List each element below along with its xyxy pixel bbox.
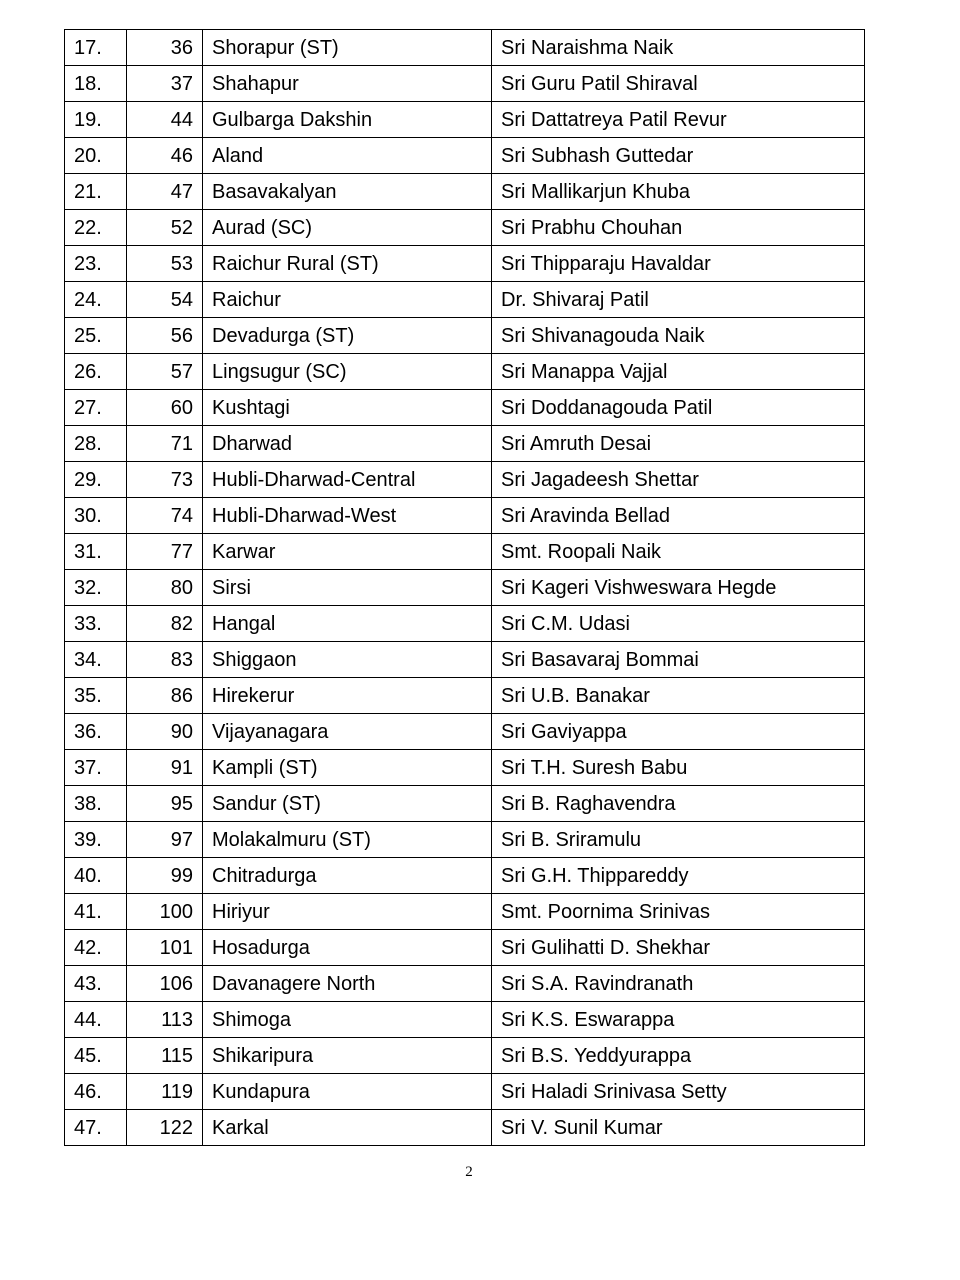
constituency-number-cell: 86: [127, 678, 203, 714]
constituency-number-cell: 82: [127, 606, 203, 642]
table-row: [65, 822, 865, 858]
serial-number-cell: 19.: [65, 102, 127, 138]
constituency-name-cell: Sandur (ST): [203, 786, 492, 822]
table-row: [65, 30, 865, 66]
table-row: [65, 426, 865, 462]
table-row: [65, 966, 865, 1002]
candidate-name-cell: Sri Gaviyappa: [492, 714, 865, 750]
table-row: [65, 534, 865, 570]
serial-number-cell: 20.: [65, 138, 127, 174]
candidate-name-cell: Sri Dattatreya Patil Revur: [492, 102, 865, 138]
constituency-name-cell: Shorapur (ST): [203, 30, 492, 66]
constituency-name-cell: Shimoga: [203, 1002, 492, 1038]
constituency-name-cell: Kampli (ST): [203, 750, 492, 786]
constituency-number-cell: 115: [127, 1038, 203, 1074]
table-row: [65, 642, 865, 678]
candidate-name-cell: Sri B. Sriramulu: [492, 822, 865, 858]
constituency-number-cell: 100: [127, 894, 203, 930]
constituency-name-cell: Kushtagi: [203, 390, 492, 426]
candidate-name-cell: Sri Subhash Guttedar: [492, 138, 865, 174]
serial-number-cell: 23.: [65, 246, 127, 282]
candidate-name-cell: Sri Shivanagouda Naik: [492, 318, 865, 354]
candidate-list-body: [65, 30, 865, 1146]
table-row: [65, 138, 865, 174]
constituency-name-cell: Shiggaon: [203, 642, 492, 678]
table-row: [65, 858, 865, 894]
serial-number-cell: 24.: [65, 282, 127, 318]
serial-number-cell: 36.: [65, 714, 127, 750]
constituency-number-cell: 106: [127, 966, 203, 1002]
table-row: [65, 462, 865, 498]
constituency-name-cell: Vijayanagara: [203, 714, 492, 750]
serial-number-cell: 26.: [65, 354, 127, 390]
serial-number-cell: 32.: [65, 570, 127, 606]
constituency-name-cell: Dharwad: [203, 426, 492, 462]
table-row: [65, 498, 865, 534]
candidate-name-cell: Sri V. Sunil Kumar: [492, 1110, 865, 1146]
candidate-name-cell: Sri T.H. Suresh Babu: [492, 750, 865, 786]
table-row: [65, 606, 865, 642]
serial-number-cell: 41.: [65, 894, 127, 930]
candidate-name-cell: Sri Naraishma Naik: [492, 30, 865, 66]
constituency-number-cell: 60: [127, 390, 203, 426]
candidate-name-cell: Sri U.B. Banakar: [492, 678, 865, 714]
table-row: [65, 930, 865, 966]
candidate-name-cell: Sri Aravinda Bellad: [492, 498, 865, 534]
serial-number-cell: 38.: [65, 786, 127, 822]
constituency-number-cell: 99: [127, 858, 203, 894]
constituency-number-cell: 83: [127, 642, 203, 678]
serial-number-cell: 28.: [65, 426, 127, 462]
candidate-name-cell: Dr. Shivaraj Patil: [492, 282, 865, 318]
candidate-name-cell: Sri Doddanagouda Patil: [492, 390, 865, 426]
candidate-name-cell: Sri C.M. Udasi: [492, 606, 865, 642]
constituency-name-cell: Lingsugur (SC): [203, 354, 492, 390]
candidate-name-cell: Sri Amruth Desai: [492, 426, 865, 462]
serial-number-cell: 17.: [65, 30, 127, 66]
constituency-number-cell: 56: [127, 318, 203, 354]
serial-number-cell: 30.: [65, 498, 127, 534]
table-row: [65, 282, 865, 318]
constituency-name-cell: Hiriyur: [203, 894, 492, 930]
serial-number-cell: 37.: [65, 750, 127, 786]
table-row: [65, 318, 865, 354]
constituency-name-cell: Raichur Rural (ST): [203, 246, 492, 282]
serial-number-cell: 29.: [65, 462, 127, 498]
candidate-name-cell: Sri Jagadeesh Shettar: [492, 462, 865, 498]
table-row: [65, 246, 865, 282]
constituency-number-cell: 71: [127, 426, 203, 462]
candidate-name-cell: Sri Haladi Srinivasa Setty: [492, 1074, 865, 1110]
table-row: [65, 786, 865, 822]
constituency-name-cell: Sirsi: [203, 570, 492, 606]
serial-number-cell: 34.: [65, 642, 127, 678]
candidate-name-cell: Sri Mallikarjun Khuba: [492, 174, 865, 210]
candidate-name-cell: Sri Guru Patil Shiraval: [492, 66, 865, 102]
constituency-name-cell: Gulbarga Dakshin: [203, 102, 492, 138]
table-row: [65, 102, 865, 138]
candidate-list-table: [64, 29, 865, 1146]
constituency-number-cell: 77: [127, 534, 203, 570]
table-row: [65, 678, 865, 714]
constituency-name-cell: Raichur: [203, 282, 492, 318]
serial-number-cell: 22.: [65, 210, 127, 246]
constituency-number-cell: 91: [127, 750, 203, 786]
candidate-name-cell: Sri Thipparaju Havaldar: [492, 246, 865, 282]
constituency-name-cell: Devadurga (ST): [203, 318, 492, 354]
constituency-number-cell: 57: [127, 354, 203, 390]
serial-number-cell: 47.: [65, 1110, 127, 1146]
constituency-number-cell: 53: [127, 246, 203, 282]
candidate-name-cell: Sri Manappa Vajjal: [492, 354, 865, 390]
constituency-name-cell: Aurad (SC): [203, 210, 492, 246]
constituency-name-cell: Hosadurga: [203, 930, 492, 966]
constituency-name-cell: Hangal: [203, 606, 492, 642]
table-row: [65, 354, 865, 390]
constituency-name-cell: Karkal: [203, 1110, 492, 1146]
serial-number-cell: 45.: [65, 1038, 127, 1074]
constituency-number-cell: 97: [127, 822, 203, 858]
constituency-number-cell: 47: [127, 174, 203, 210]
table-row: [65, 570, 865, 606]
serial-number-cell: 42.: [65, 930, 127, 966]
constituency-name-cell: Molakalmuru (ST): [203, 822, 492, 858]
serial-number-cell: 31.: [65, 534, 127, 570]
table-row: [65, 390, 865, 426]
constituency-name-cell: Hubli-Dharwad-West: [203, 498, 492, 534]
constituency-number-cell: 44: [127, 102, 203, 138]
constituency-number-cell: 54: [127, 282, 203, 318]
serial-number-cell: 33.: [65, 606, 127, 642]
constituency-name-cell: Chitradurga: [203, 858, 492, 894]
table-row: [65, 1110, 865, 1146]
constituency-number-cell: 73: [127, 462, 203, 498]
candidate-name-cell: Sri Prabhu Chouhan: [492, 210, 865, 246]
candidate-name-cell: Sri G.H. Thippareddy: [492, 858, 865, 894]
serial-number-cell: 18.: [65, 66, 127, 102]
constituency-name-cell: Kundapura: [203, 1074, 492, 1110]
constituency-name-cell: Shikaripura: [203, 1038, 492, 1074]
constituency-name-cell: Hirekerur: [203, 678, 492, 714]
table-row: [65, 174, 865, 210]
constituency-name-cell: Aland: [203, 138, 492, 174]
table-row: [65, 750, 865, 786]
constituency-number-cell: 122: [127, 1110, 203, 1146]
constituency-number-cell: 46: [127, 138, 203, 174]
table-row: [65, 210, 865, 246]
serial-number-cell: 43.: [65, 966, 127, 1002]
constituency-number-cell: 95: [127, 786, 203, 822]
constituency-number-cell: 113: [127, 1002, 203, 1038]
constituency-number-cell: 90: [127, 714, 203, 750]
constituency-number-cell: 52: [127, 210, 203, 246]
candidate-name-cell: Sri Kageri Vishweswara Hegde: [492, 570, 865, 606]
table-row: [65, 894, 865, 930]
candidate-name-cell: Sri B. Raghavendra: [492, 786, 865, 822]
candidate-name-cell: Smt. Roopali Naik: [492, 534, 865, 570]
constituency-name-cell: Davanagere North: [203, 966, 492, 1002]
candidate-name-cell: Sri Gulihatti D. Shekhar: [492, 930, 865, 966]
constituency-name-cell: Shahapur: [203, 66, 492, 102]
table-row: [65, 1002, 865, 1038]
page-number: 2: [465, 1164, 473, 1180]
constituency-number-cell: 80: [127, 570, 203, 606]
serial-number-cell: 21.: [65, 174, 127, 210]
constituency-number-cell: 119: [127, 1074, 203, 1110]
constituency-name-cell: Hubli-Dharwad-Central: [203, 462, 492, 498]
constituency-number-cell: 101: [127, 930, 203, 966]
serial-number-cell: 27.: [65, 390, 127, 426]
candidate-name-cell: Sri S.A. Ravindranath: [492, 966, 865, 1002]
serial-number-cell: 46.: [65, 1074, 127, 1110]
serial-number-cell: 39.: [65, 822, 127, 858]
constituency-name-cell: Basavakalyan: [203, 174, 492, 210]
serial-number-cell: 44.: [65, 1002, 127, 1038]
constituency-number-cell: 36: [127, 30, 203, 66]
serial-number-cell: 40.: [65, 858, 127, 894]
candidate-name-cell: Sri K.S. Eswarappa: [492, 1002, 865, 1038]
candidate-name-cell: Sri Basavaraj Bommai: [492, 642, 865, 678]
serial-number-cell: 25.: [65, 318, 127, 354]
constituency-name-cell: Karwar: [203, 534, 492, 570]
constituency-number-cell: 74: [127, 498, 203, 534]
table-row: [65, 1038, 865, 1074]
serial-number-cell: 35.: [65, 678, 127, 714]
candidate-name-cell: Sri B.S. Yeddyurappa: [492, 1038, 865, 1074]
table-row: [65, 1074, 865, 1110]
table-row: [65, 66, 865, 102]
candidate-name-cell: Smt. Poornima Srinivas: [492, 894, 865, 930]
constituency-number-cell: 37: [127, 66, 203, 102]
table-row: [65, 714, 865, 750]
